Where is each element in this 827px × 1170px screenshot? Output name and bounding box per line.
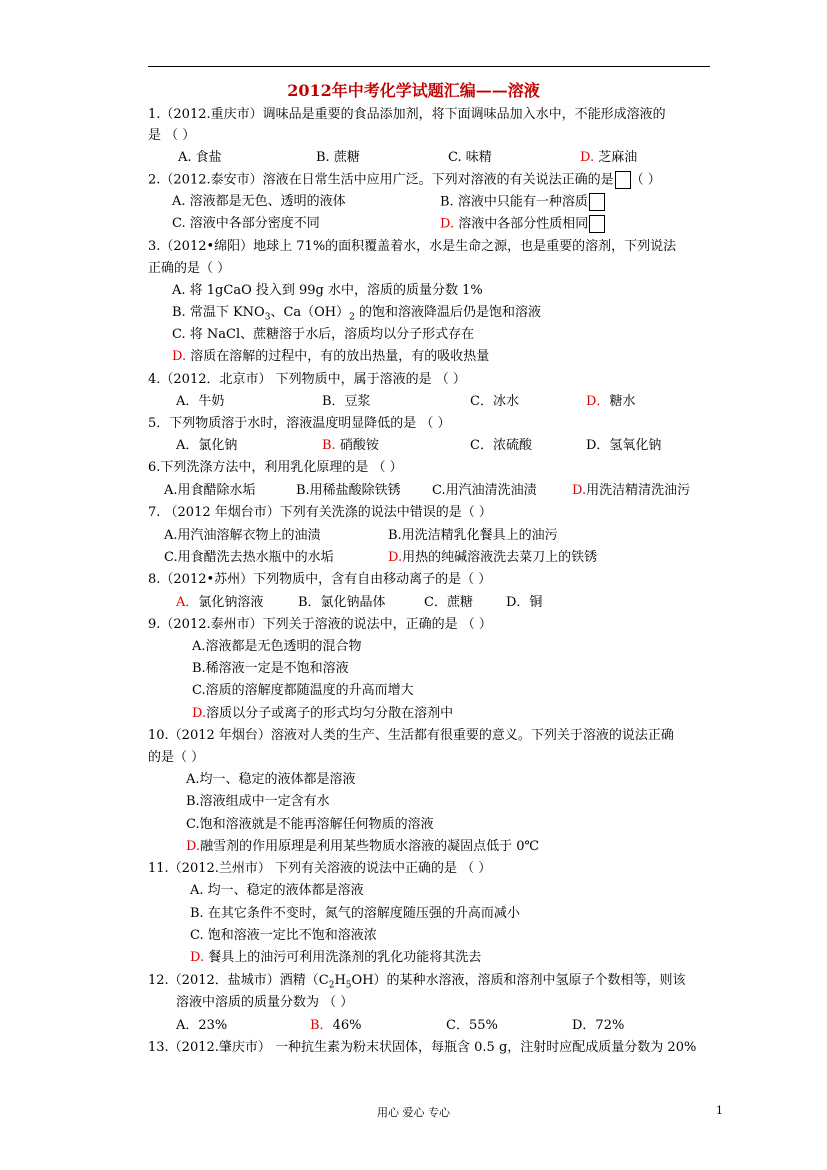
- q12-option-b: B．46%: [310, 1018, 362, 1033]
- q1-stem: 1.（2012.重庆市）调味品是重要的食品添加剂，将下面调味品加入水中，不能形成溶液的: [148, 107, 666, 122]
- q12-option-a: A．23%: [176, 1018, 228, 1033]
- q13-stem: 13.（2012.肇庆市） 一种抗生素为粉末状固体，每瓶含 0.5 g，注射时应配成质量分数为 20%: [148, 1040, 697, 1055]
- q11-stem: 11.（2012.兰州市） 下列有关溶液的说法中正确的是 （ ）: [148, 861, 492, 876]
- q8-option-c: C．蔗糖: [424, 595, 473, 610]
- q6-option-c: C.用汽油清洗油渍: [432, 483, 537, 498]
- q6-option-b: B.用稀盐酸除铁锈: [296, 483, 401, 498]
- q9-option-b: B.稀溶液一定是不饱和溶液: [192, 661, 349, 676]
- q7-option-d: D.用热的纯碱溶液洗去菜刀上的铁锈: [388, 550, 598, 565]
- q10-option-c: C.饱和溶液就是不能再溶解任何物质的溶液: [186, 817, 434, 832]
- q2-option-d: D. 溶液中各部分性质相同: [440, 215, 605, 234]
- q2-option-b: B. 溶液中只能有一种溶质: [440, 193, 605, 212]
- q6-stem: 6.下列洗涤方法中，利用乳化原理的是 （ ）: [148, 460, 403, 475]
- answer-box: [589, 215, 605, 233]
- q4-option-c: C．冰水: [470, 394, 519, 409]
- q12-option-c: C．55%: [446, 1018, 498, 1033]
- q8-option-a: A．氯化钠溶液: [176, 595, 264, 610]
- q5-option-b: B. 硝酸铵: [322, 438, 379, 453]
- q1-option-c: C. 味精: [448, 150, 492, 165]
- q10-option-d: D.融雪剂的作用原理是利用某些物质水溶液的凝固点低于 0℃: [186, 839, 540, 854]
- q11-option-b: B. 在其它条件不变时，氮气的溶解度随压强的升高而减小: [190, 906, 520, 921]
- q5-option-d: D．氢氧化钠: [586, 438, 662, 453]
- header-rule: [148, 66, 710, 67]
- q5-option-c: C．浓硫酸: [470, 438, 532, 453]
- q4-stem: 4.（2012．北京市） 下列物质中，属于溶液的是 （ ）: [148, 372, 466, 387]
- q2-option-c: C. 溶液中各部分密度不同: [172, 216, 320, 231]
- q7-option-b: B.用洗洁精乳化餐具上的油污: [388, 528, 558, 543]
- q2-stem: 2.（2012.泰安市）溶液在日常生活中应用广泛。下列对溶液的有关说法正确的是 （ ）: [148, 172, 661, 188]
- q1-option-a: A. 食盐: [178, 150, 222, 165]
- page-number: 1: [716, 1104, 723, 1117]
- q6-option-a: A.用食醋除水垢: [164, 483, 256, 498]
- q5-stem: 5．下列物质溶于水时，溶液温度明显降低的是 （ ）: [148, 416, 451, 431]
- page-title: 2012年中考化学试题汇编——溶液: [287, 81, 540, 100]
- q4-option-b: B．豆浆: [322, 394, 371, 409]
- q9-option-d: D.溶质以分子或离子的形式均匀分散在溶剂中: [192, 706, 454, 721]
- q1-option-d: D. 芝麻油: [580, 150, 638, 165]
- q11-option-c: C. 饱和溶液一定比不饱和溶液浓: [190, 928, 377, 943]
- q11-option-d: D. 餐具上的油污可利用洗涤剂的乳化功能将其洗去: [190, 950, 482, 965]
- q1-stem-cont: 是 （ ）: [148, 128, 196, 143]
- q12-stem: 12.（2012．盐城市）酒精$(C_2H_5OH)$的某种水溶液，溶质和溶剂中氢原子个数相等，则该: [148, 973, 686, 991]
- q3-stem: 3.（2012•绵阳）地球上 71%的面积覆盖着水，水是生命之源，也是重要的溶剂，下列说法: [148, 239, 677, 254]
- q9-option-a: A.溶液都是无色透明的混合物: [192, 639, 362, 654]
- q2-option-a: A. 溶液都是无色、透明的液体: [172, 194, 346, 209]
- q11-option-a: A. 均一、稳定的液体都是溶液: [190, 883, 364, 898]
- q10-option-a: A.均一、稳定的液体都是溶液: [186, 772, 356, 787]
- q7-option-c: C.用食醋洗去热水瓶中的水垢: [164, 550, 334, 565]
- q8-option-d: D．铜: [506, 595, 543, 610]
- q12-stem-cont: 溶液中溶质的质量分数为 （ ）: [176, 995, 354, 1010]
- q3-option-a: A. 将 1gCaO 投入到 99g 水中，溶质的质量分数 1%: [172, 283, 483, 298]
- answer-box: [589, 193, 605, 211]
- q9-option-c: C.溶质的溶解度都随温度的升高而增大: [192, 683, 414, 698]
- q10-option-b: B.溶液组成中一定含有水: [186, 794, 330, 809]
- q12-option-d: D．72%: [572, 1018, 625, 1033]
- answer-box: [615, 171, 631, 189]
- q7-stem: 7. （2012 年烟台市）下列有关洗涤的说法中错误的是（ ）: [148, 505, 492, 520]
- q3-stem-cont: 正确的是（ ）: [148, 261, 231, 276]
- q8-stem: 8.（2012•苏州）下列物质中，含有自由移动离子的是（ ）: [148, 572, 492, 587]
- q3-option-d: D. 溶质在溶解的过程中，有的放出热量，有的吸收热量: [172, 349, 490, 364]
- q3-option-c: C. 将 NaCl、蔗糖溶于水后，溶质均以分子形式存在: [172, 327, 475, 342]
- q1-option-b: B. 蔗糖: [316, 150, 360, 165]
- q6-option-d: D.用洗洁精清洗油污: [572, 483, 691, 498]
- q3-option-b: B. 常温下 $KNO_3$、$Ca(OH)_2$ 的饱和溶液降温后仍是饱和溶液: [172, 305, 542, 323]
- q10-stem-cont: 的是（ ）: [148, 750, 205, 765]
- page-footer: 用心 爱心 专心: [377, 1106, 450, 1119]
- q4-option-a: A．牛奶: [176, 394, 225, 409]
- q7-option-a: A.用汽油溶解衣物上的油渍: [164, 528, 321, 543]
- q8-option-b: B．氯化钠晶体: [298, 595, 386, 610]
- q5-option-a: A．氯化钠: [176, 438, 238, 453]
- q10-stem: 10.（2012 年烟台）溶液对人类的生产、生活都有很重要的意义。下列关于溶液的说法正确: [148, 728, 674, 743]
- q9-stem: 9.（2012.泰州市）下列关于溶液的说法中，正确的是 （ ）: [148, 617, 492, 632]
- q4-option-d: D．糖水: [586, 394, 636, 409]
